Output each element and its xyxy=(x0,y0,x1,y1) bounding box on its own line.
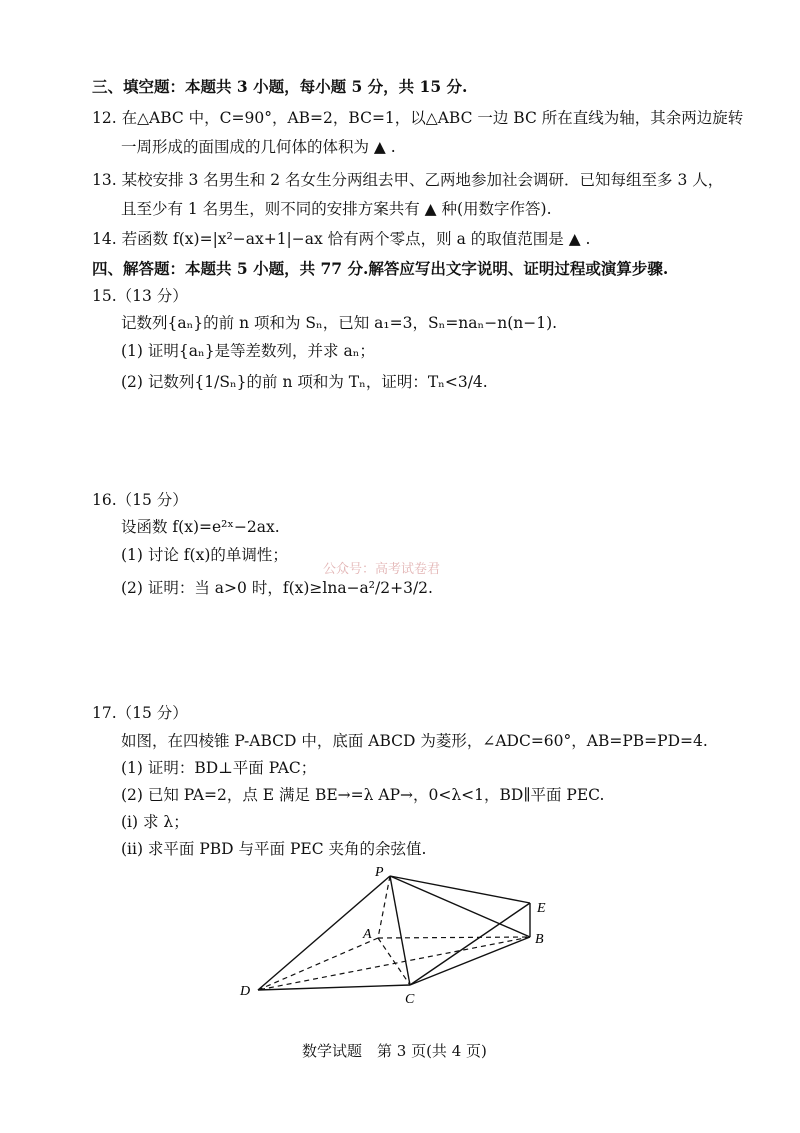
page-footer: 数学试题 第 3 页(共 4 页) xyxy=(302,1042,487,1060)
label-D: D xyxy=(240,984,251,999)
q12-line1: 12. 在△ABC 中，C=90°，AB=2，BC=1，以△ABC 一边 BC 所在直线为轴，其余两边旋转 xyxy=(92,109,744,127)
q17-part1: (1) 证明：BD⊥平面 PAC； xyxy=(121,759,317,777)
edge-PC xyxy=(390,876,410,985)
q17-part2: (2) 已知 PA=2，点 E 满足 BE→=λ AP→，0<λ<1，BD∥平面 PEC. xyxy=(121,786,605,804)
q15-part2: (2) 记数列{1/Sₙ}的前 n 项和为 Tₙ，证明：Tₙ<3/4. xyxy=(121,373,488,391)
label-E: E xyxy=(537,901,546,916)
q15-stem: 记数列{aₙ}的前 n 项和为 Sₙ，已知 a₁=3，Sₙ=naₙ−n(n−1). xyxy=(121,314,558,332)
q17-header: 17.（15 分） xyxy=(92,704,188,722)
q17-stem: 如图，在四棱锥 P-ABCD 中，底面 ABCD 为菱形，∠ADC=60°，AB=PB=PD=4. xyxy=(121,732,708,750)
section4-heading: 四、解答题：本题共 5 小题，共 77 分.解答应写出文字说明、证明过程或演算步骤. xyxy=(92,259,669,278)
watermark: 公众号：高考试卷君 xyxy=(323,562,441,577)
q15-header: 15.（13 分） xyxy=(92,287,188,305)
q12-line2: 一周形成的面围成的几何体的体积为 ▲ . xyxy=(121,138,396,156)
edge-BD xyxy=(258,937,530,990)
q13-line1: 13. 某校安排 3 名男生和 2 名女生分两组去甲、乙两地参加社会调研．已知每组至多 3 人， xyxy=(92,171,724,189)
q15-part1: (1) 证明{aₙ}是等差数列，并求 aₙ； xyxy=(121,342,375,360)
label-P: P xyxy=(375,865,384,880)
label-B: B xyxy=(535,932,544,947)
q17-part2ii: (ii) 求平面 PBD 与平面 PEC 夹角的余弦值. xyxy=(121,840,427,858)
q14-line1: 14. 若函数 f(x)=|x²−ax+1|−ax 恰有两个零点，则 a 的取值范围是 ▲ . xyxy=(92,230,591,248)
q17-part2i: (i) 求 λ； xyxy=(121,813,189,831)
q13-line2: 且至少有 1 名男生，则不同的安排方案共有 ▲ 种(用数字作答). xyxy=(121,200,552,218)
q16-header: 16.（15 分） xyxy=(92,491,188,509)
q16-part2: (2) 证明：当 a>0 时，f(x)≥lna−a²/2+3/2. xyxy=(121,579,433,597)
section3-heading: 三、填空题：本题共 3 小题，每小题 5 分，共 15 分. xyxy=(92,77,468,96)
edge-PE xyxy=(390,876,530,903)
edge-PB xyxy=(390,876,530,937)
q16-stem: 设函数 f(x)=e²ˣ−2ax. xyxy=(121,518,280,536)
label-C: C xyxy=(405,992,415,1007)
q16-part1: (1) 讨论 f(x)的单调性； xyxy=(121,546,288,564)
edge-AD xyxy=(258,938,378,990)
label-A: A xyxy=(363,927,372,942)
